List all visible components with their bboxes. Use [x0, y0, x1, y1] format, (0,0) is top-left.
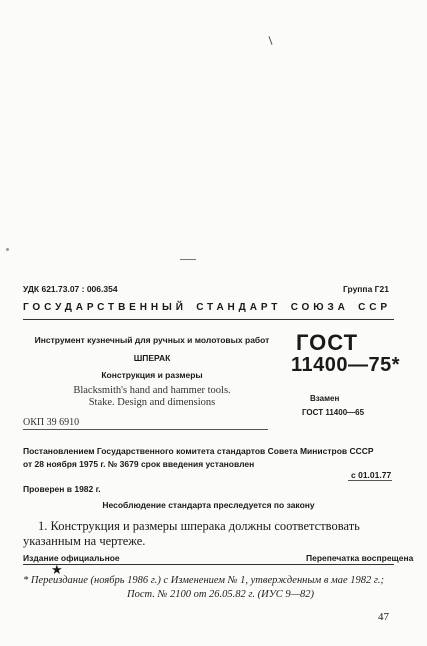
heading-word: ССР	[358, 302, 391, 313]
heading-word: ГОСУДАРСТВЕННЫЙ	[23, 302, 187, 313]
scan-mark	[268, 36, 272, 45]
star-icon: ★	[51, 562, 63, 577]
document-title: Инструмент кузнечный для ручных и молотовых работ	[34, 335, 270, 345]
gost-label: ГОСТ	[296, 330, 359, 355]
udk-code: УДК 621.73.07 : 006.354	[23, 284, 118, 294]
state-standard-heading	[23, 302, 391, 313]
product-name: ШПЕРАК	[133, 353, 171, 363]
heading-word: СТАНДАРТ	[196, 302, 282, 313]
reissue-note: * Переиздание (ноябрь 1986 г.) с Изменением № 1, утвержденным в мае 1982 г.;	[23, 575, 384, 586]
replaced-label: Взамен	[310, 394, 340, 403]
decree-text: от 28 ноября 1975 г. № 3679 срок введения установлен	[23, 459, 255, 469]
divider	[348, 480, 392, 481]
gost-number: 11400—75*	[291, 354, 401, 376]
group-code: Группа Г21	[343, 284, 389, 294]
replaced-standard: ГОСТ 11400—65	[302, 408, 365, 417]
body-paragraph: указанным на чертеже.	[23, 534, 146, 548]
okp-code: ОКП 39 6910	[23, 417, 80, 428]
reissue-note: Пост. № 2100 от 26.05.82 г. (ИУС 9—82)	[127, 589, 315, 600]
official-edition-label: Издание официальное	[23, 553, 120, 563]
divider	[23, 564, 394, 565]
law-notice: Несоблюдение стандарта преследуется по закону	[102, 500, 315, 510]
decree-text: Постановлением Государственного комитета стандартов Совета Министров СССР	[23, 446, 374, 456]
page-number: 47	[378, 611, 389, 623]
body-paragraph: 1. Конструкция и размеры шперака должны соответствовать	[38, 519, 360, 533]
divider	[23, 429, 268, 430]
english-title-line: Blacksmith's hand and hammer tools.	[73, 385, 231, 396]
effective-date: с 01.01.77	[351, 470, 392, 480]
heading-word: СОЮЗА	[290, 302, 349, 313]
scan-mark	[180, 259, 196, 260]
reprint-prohibited-label: Перепечатка воспрещена	[306, 553, 414, 563]
scan-mark	[6, 248, 9, 251]
english-title-line: Stake. Design and dimensions	[88, 397, 216, 408]
divider	[23, 319, 394, 320]
checked-note: Проверен в 1982 г.	[23, 484, 101, 494]
document-subtitle: Конструкция и размеры	[101, 370, 203, 380]
